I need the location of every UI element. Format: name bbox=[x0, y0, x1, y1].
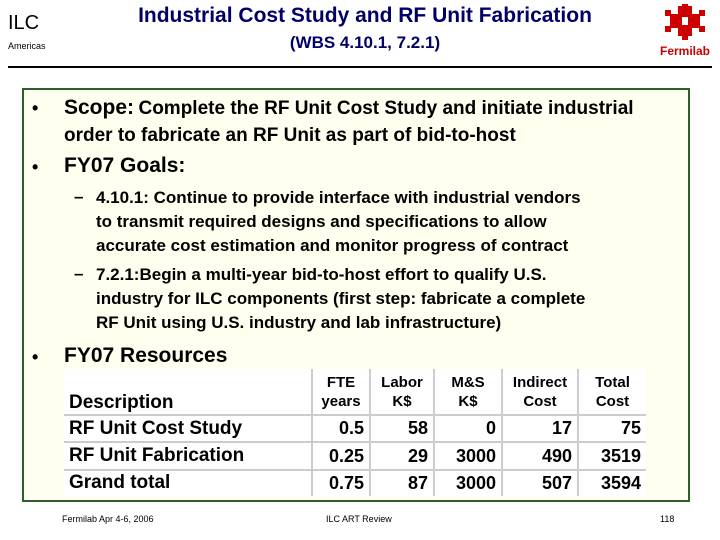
row-description: RF Unit Fabrication bbox=[64, 442, 312, 469]
goal2-line-1: 7.2.1:Begin a multi-year bid-to-host effort to qualify U.S. bbox=[96, 265, 547, 284]
header-fte bbox=[312, 369, 370, 415]
header-labor-line-1: Labor bbox=[381, 373, 423, 391]
scope-text-2: order to fabricate an RF Unit as part of bid-to-host bbox=[64, 125, 516, 146]
header-total bbox=[578, 369, 646, 415]
table-header-row bbox=[64, 369, 646, 415]
goal1-line-1: 4.10.1: Continue to provide interface with industrial vendors bbox=[96, 188, 581, 207]
header-fte-line-1: FTE bbox=[326, 373, 356, 391]
scope-line-1 bbox=[64, 96, 634, 120]
resources-table bbox=[64, 369, 646, 496]
bullet-dot: • bbox=[32, 347, 39, 367]
row-indirect: 17 bbox=[502, 415, 578, 442]
header-labor bbox=[370, 369, 434, 415]
row-fte: 0.25 bbox=[312, 442, 370, 469]
goal1-line-2: to transmit required designs and specifications to allow bbox=[96, 212, 547, 231]
row-description: RF Unit Cost Study bbox=[64, 415, 312, 442]
header-ms-line-2: K$ bbox=[458, 392, 478, 410]
row-indirect: 507 bbox=[502, 470, 578, 496]
bullet-dot: • bbox=[32, 157, 39, 177]
resources-table-container bbox=[64, 369, 646, 496]
fermilab-logo-text: Fermilab bbox=[659, 44, 710, 58]
header-indirect-line-2: Cost bbox=[523, 392, 557, 410]
goal2-line-2: industry for ILC components (first step: fabricate a complete bbox=[96, 289, 586, 308]
row-ms: 3000 bbox=[434, 470, 502, 496]
row-ms: 3000 bbox=[434, 442, 502, 469]
header-total-line-2: Cost bbox=[595, 392, 630, 410]
header-labor-line-2: K$ bbox=[392, 392, 412, 410]
header-ms-line-1: M&S bbox=[451, 373, 485, 391]
footer-left: Fermilab Apr 4-6, 2006 bbox=[62, 514, 154, 524]
table-row bbox=[64, 442, 646, 469]
header-divider bbox=[8, 66, 712, 68]
header-fte-line-2: years bbox=[321, 392, 361, 410]
header-indirect bbox=[502, 369, 578, 415]
resources-label: FY07 Resources bbox=[64, 344, 228, 367]
page-number: 118 bbox=[660, 514, 675, 524]
row-total: 3594 bbox=[578, 470, 646, 496]
americas-label: Americas bbox=[8, 41, 46, 51]
goals-label: FY07 Goals: bbox=[64, 154, 186, 177]
header-description: Description bbox=[69, 392, 174, 413]
row-labor: 58 bbox=[370, 415, 434, 442]
header-ms bbox=[434, 369, 502, 415]
row-indirect: 490 bbox=[502, 442, 578, 469]
row-fte: 0.5 bbox=[312, 415, 370, 442]
row-labor: 29 bbox=[370, 442, 434, 469]
goal1-line-3: accurate cost estimation and monitor progress of contract bbox=[96, 236, 569, 255]
header-total-line-1: Total bbox=[595, 373, 630, 391]
slide-title: Industrial Cost Study and RF Unit Fabrication bbox=[138, 4, 592, 27]
row-ms: 0 bbox=[434, 415, 502, 442]
row-labor: 87 bbox=[370, 470, 434, 496]
row-description: Grand total bbox=[64, 470, 312, 496]
row-total: 3519 bbox=[578, 442, 646, 469]
scope-text-1: Complete the RF Unit Cost Study and initiate industrial bbox=[138, 98, 634, 119]
header-indirect-line-1: Indirect bbox=[512, 373, 568, 391]
dash-marker: – bbox=[74, 187, 84, 206]
table-row bbox=[64, 470, 646, 496]
scope-label: Scope: bbox=[64, 96, 135, 119]
row-total: 75 bbox=[578, 415, 646, 442]
dash-marker: – bbox=[74, 264, 84, 283]
goal2-line-3: RF Unit using U.S. industry and lab infrastructure) bbox=[96, 313, 502, 332]
bullet-dot: • bbox=[32, 98, 39, 118]
slide-subtitle: (WBS 4.10.1, 7.2.1) bbox=[289, 33, 441, 52]
footer-center: ILC ART Review bbox=[326, 514, 392, 524]
ilc-label: ILC bbox=[8, 12, 40, 34]
row-fte: 0.75 bbox=[312, 470, 370, 496]
table-row bbox=[64, 415, 646, 442]
